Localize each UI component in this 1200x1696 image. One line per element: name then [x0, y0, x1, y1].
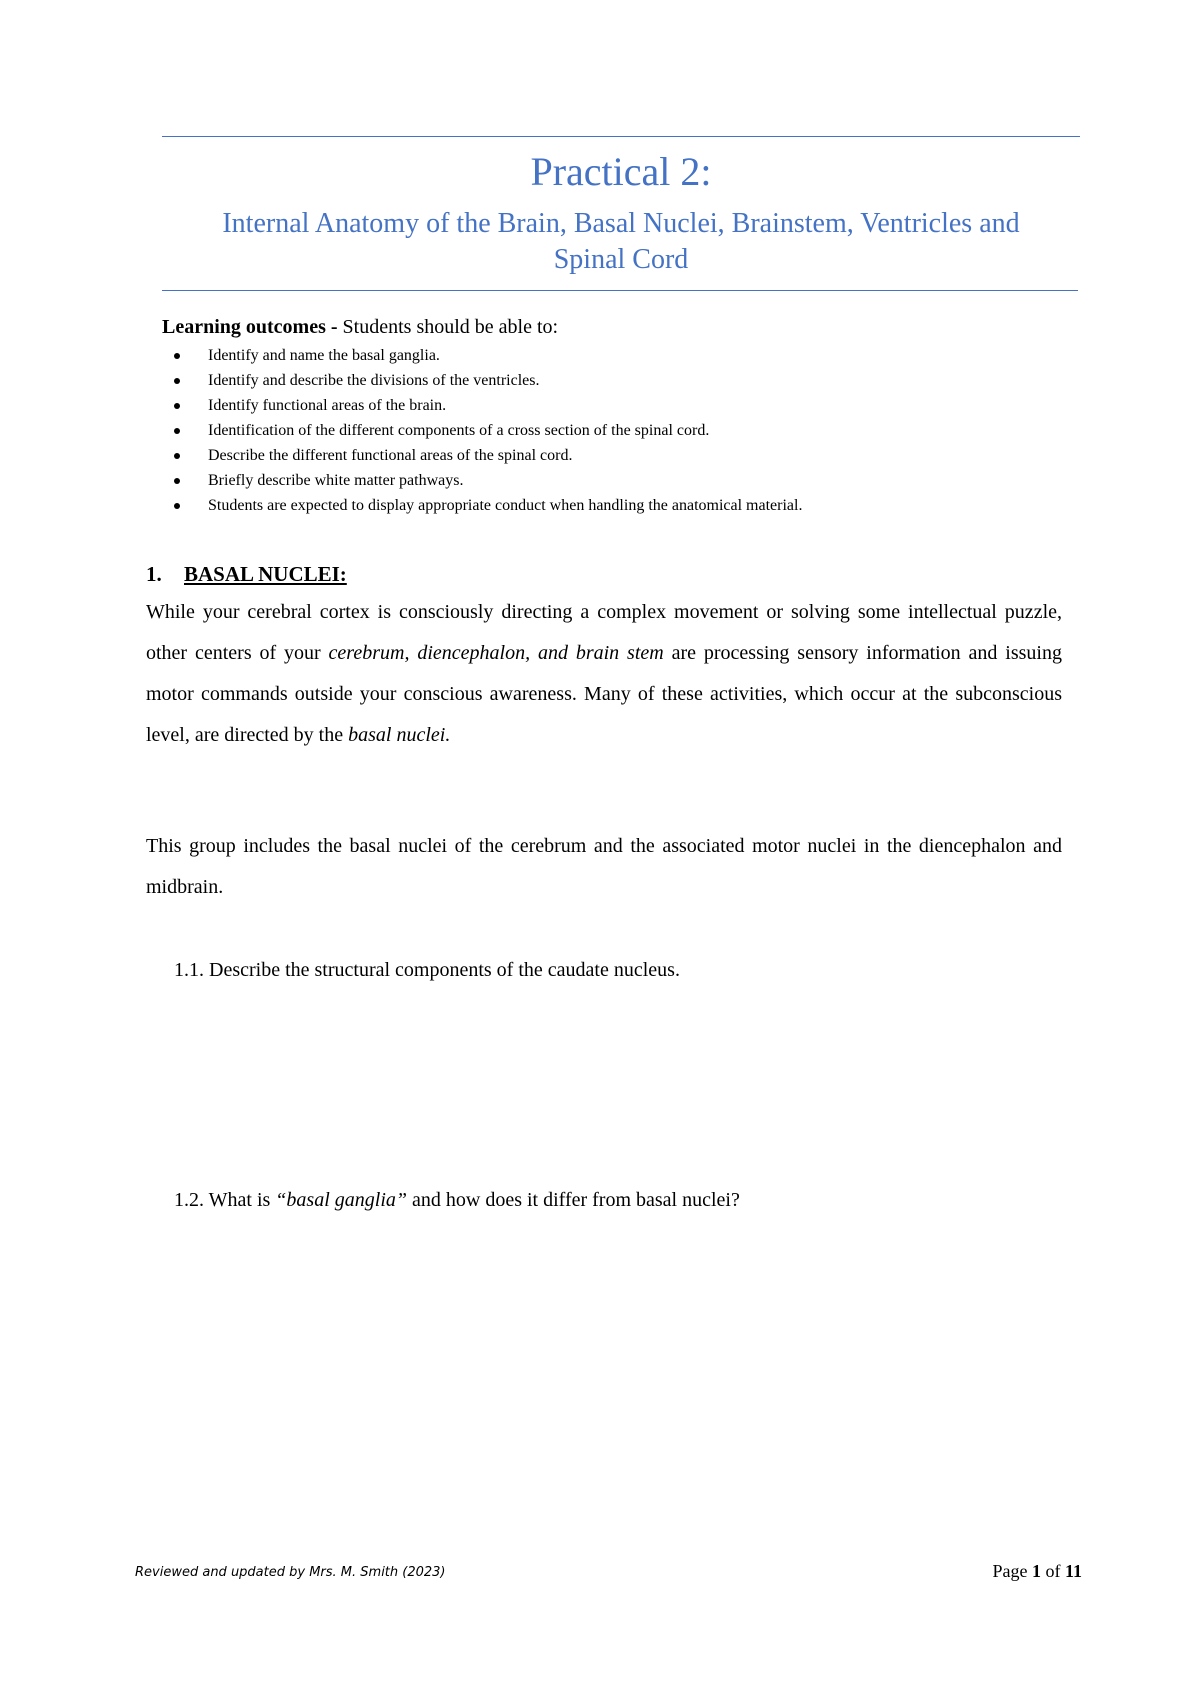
question-1-2-italic: “basal ganglia” — [275, 1189, 407, 1211]
of-label: of — [1040, 1561, 1065, 1581]
list-item-text: Identify functional areas of the brain. — [208, 397, 447, 414]
page-number — [992, 1559, 1082, 1583]
list-item-text: Identify and name the basal ganglia. — [208, 347, 440, 364]
bullet-icon — [174, 378, 180, 384]
section-title: BASAL NUCLEI: — [184, 562, 347, 586]
list-item-text: Identify and describe the divisions of the ventricles. — [208, 372, 540, 389]
list-item-text: Identification of the different components of a cross section of the spinal cord. — [208, 422, 710, 439]
learning-outcomes-intro: Students should be able to: — [337, 316, 559, 338]
footer-credit: Reviewed and updated by Mrs. M. Smith (2023) — [135, 1565, 446, 1580]
learning-outcomes-label: Learning outcomes - — [162, 316, 338, 338]
page-title: Practical 2: — [530, 149, 712, 194]
subtitle-line-1: Internal Anatomy of the Brain, Basal Nuclei, Brainstem, Ventricles and — [222, 208, 1020, 239]
bullet-icon — [174, 428, 180, 434]
list-item-text: Students are expected to display appropriate conduct when handling the anatomical material. — [208, 497, 803, 514]
list-item-text: Describe the different functional areas of the spinal cord. — [208, 447, 573, 464]
paragraph-2: This group includes the basal nuclei of the cerebrum and the associated motor nuclei in the diencephalon and midbrain. — [146, 835, 1062, 898]
question-1-2 — [174, 1187, 740, 1213]
section-heading — [146, 561, 347, 587]
paragraph-1-italic-b: basal nuclei. — [348, 724, 451, 746]
paragraph-1 — [146, 592, 1062, 756]
bullet-icon — [174, 478, 180, 484]
paragraph-1-text-b: are processing sensory information and issuing motor commands outside your conscious awareness. Many of these activities, which occur at the subconscious level, are directed by the — [146, 642, 1062, 746]
header-top-rule — [162, 136, 1080, 137]
list-item-text: Briefly describe white matter pathways. — [208, 472, 464, 489]
header-bottom-rule — [162, 290, 1078, 291]
section-number: 1. — [146, 562, 162, 586]
subtitle-line-2: Spinal Cord — [553, 244, 689, 275]
bullet-icon — [174, 503, 180, 509]
question-1-1: 1.1. Describe the structural components of the caudate nucleus. — [174, 959, 680, 981]
page-subtitle — [150, 206, 1092, 278]
question-1-2-text-b: and how does it differ from basal nuclei? — [407, 1189, 740, 1211]
bullet-icon — [174, 453, 180, 459]
page-label: Page — [992, 1561, 1032, 1581]
bullet-icon — [174, 353, 180, 359]
question-1-2-text-a: 1.2. What is — [174, 1189, 276, 1211]
current-page: 1 — [1031, 1561, 1041, 1581]
total-pages: 11 — [1064, 1561, 1082, 1581]
paragraph-1-italic-a: cerebrum, diencephalon, and brain stem — [328, 642, 664, 664]
learning-outcomes-heading — [162, 315, 558, 339]
bullet-icon — [174, 403, 180, 409]
paragraph-1-text-a: While your cerebral cortex is consciously directing a complex movement or solving some intellectual puzzle, other centers of your — [146, 601, 1062, 664]
